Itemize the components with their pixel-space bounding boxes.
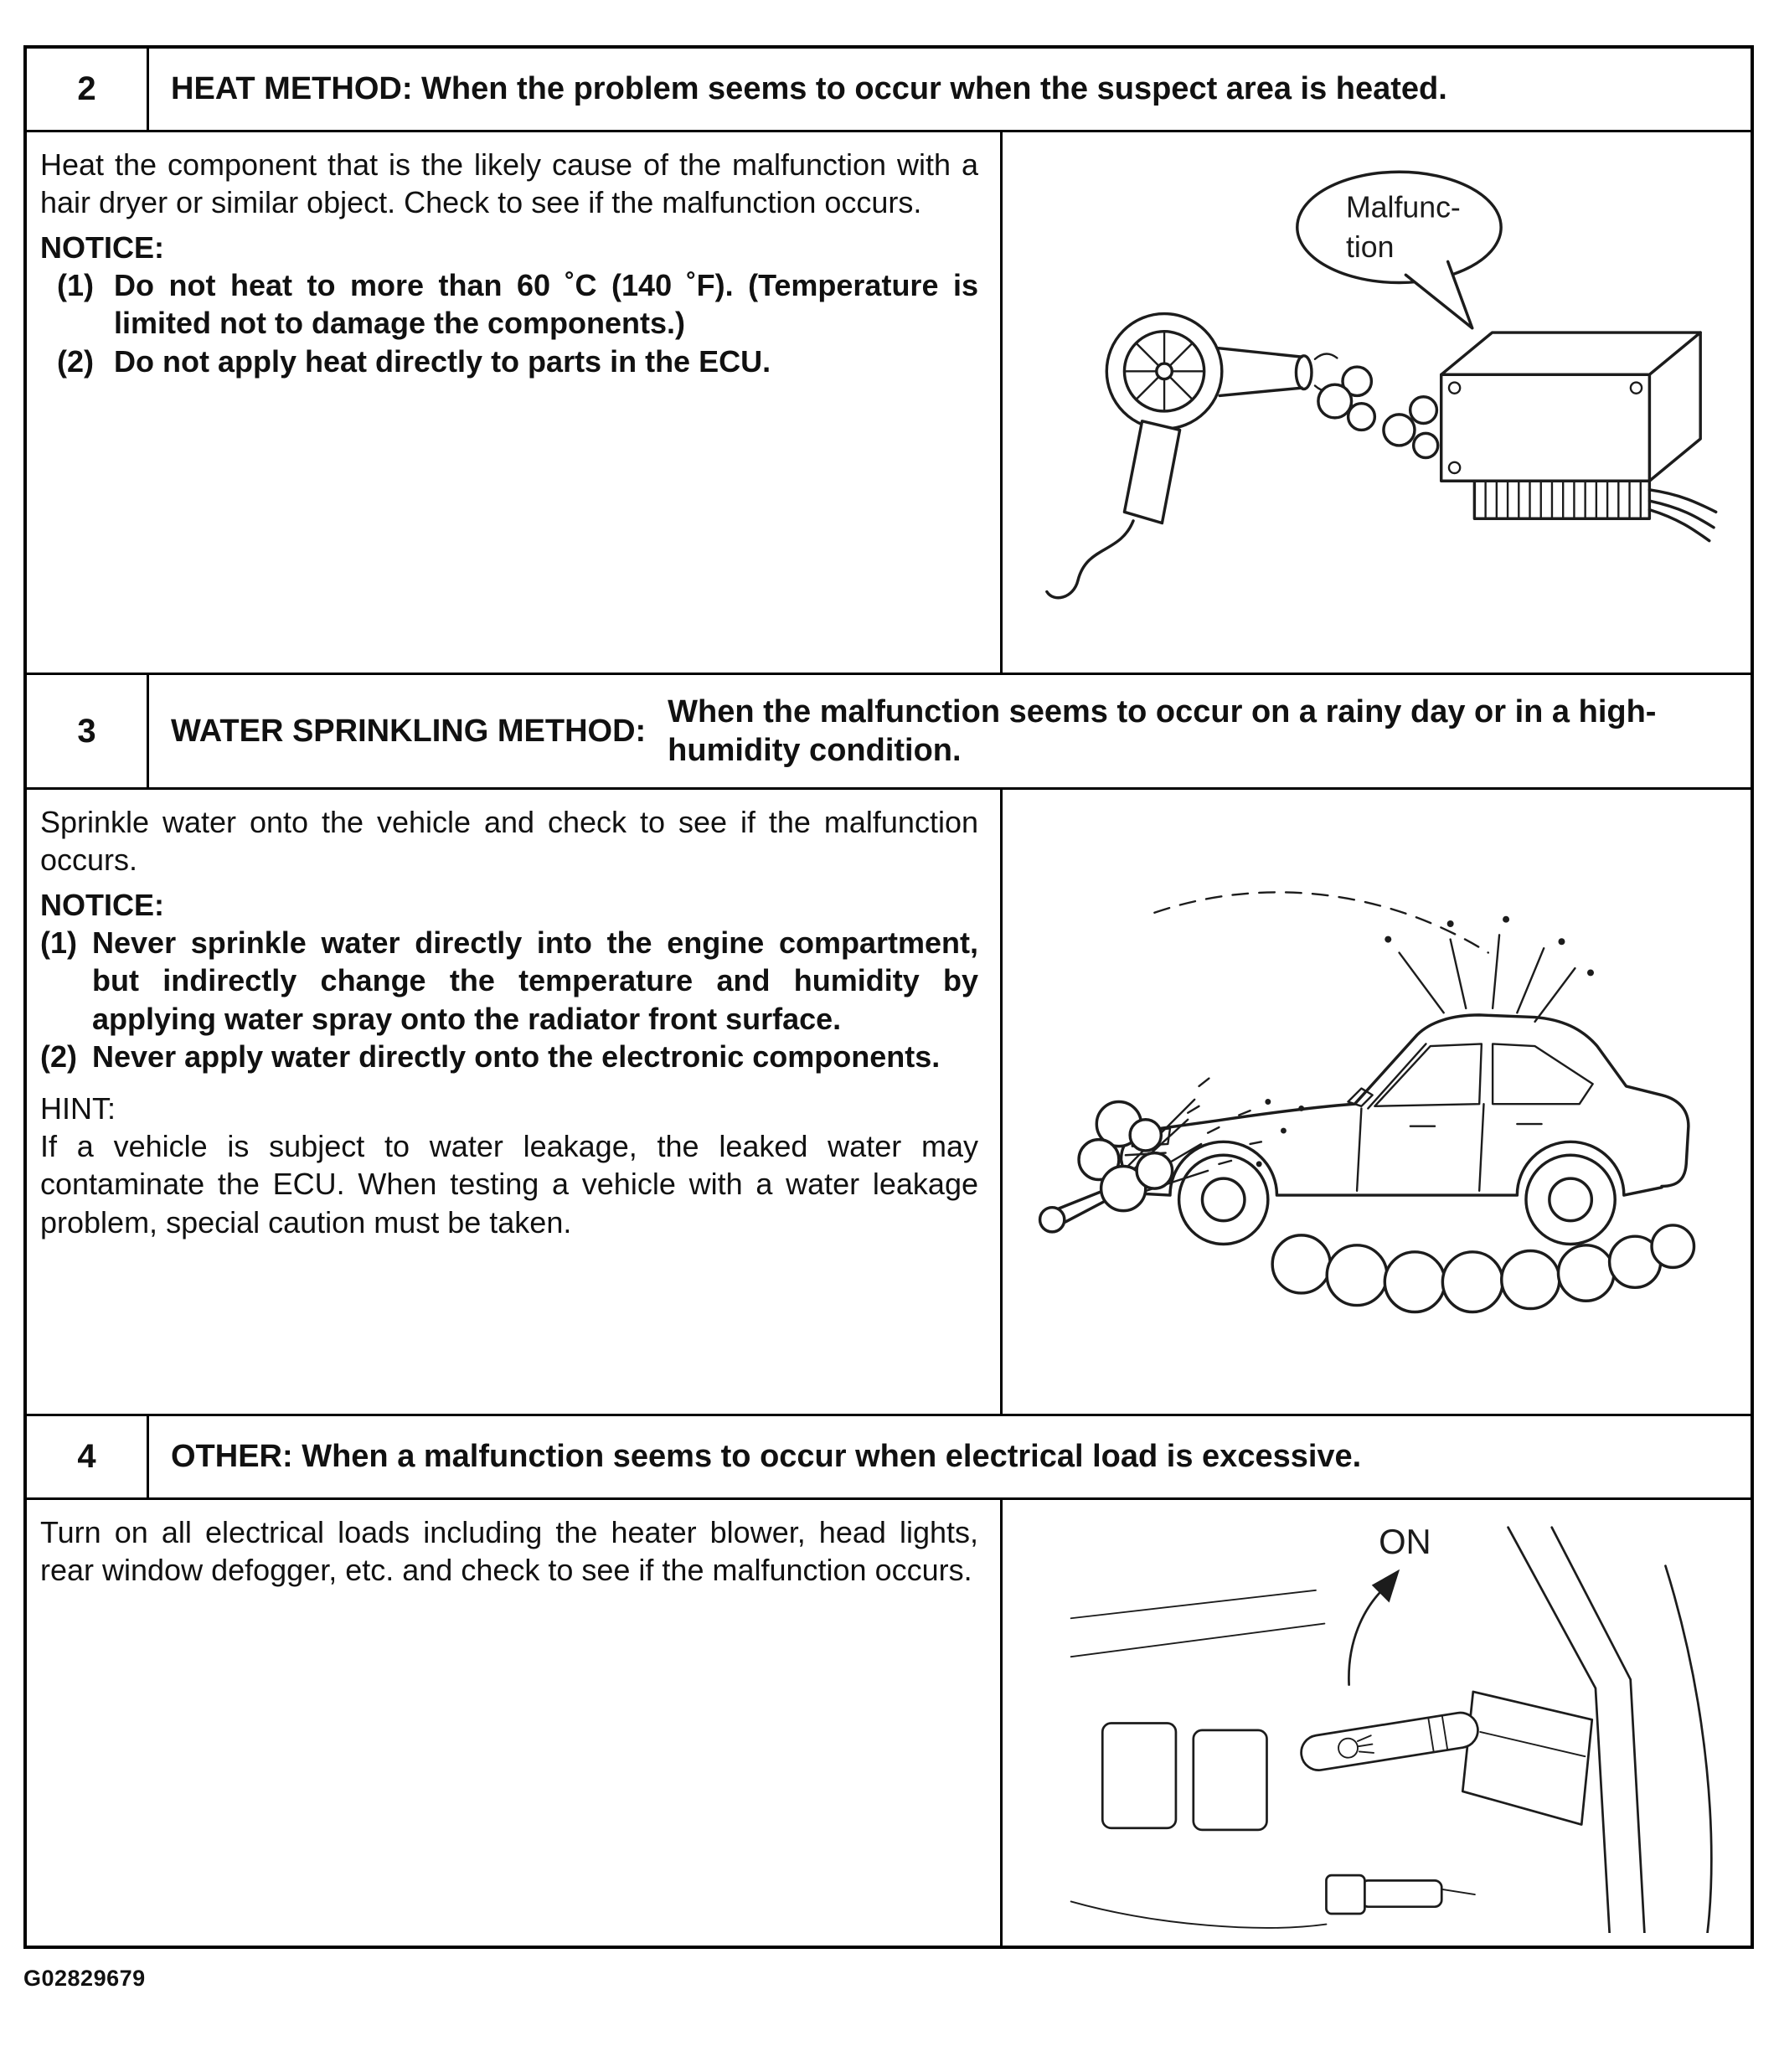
heat-notice-item-2 <box>40 343 978 380</box>
water-notice-label: NOTICE: <box>40 887 164 922</box>
ignition-lever <box>1326 1875 1474 1914</box>
figure-code: G02829679 <box>23 1966 146 1991</box>
notice-text: Do not apply heat directly to parts in the ECU. <box>114 343 771 379</box>
notice-number: (1) <box>57 268 94 303</box>
water-hint-paragraph: If a vehicle is subject to water leakage, the leaked water may contaminate the ECU. When testing a vehicle with a water leakage problem, special caution must be taken. <box>40 1128 978 1240</box>
balloon-text-line1: Malfunc- <box>1345 190 1461 224</box>
heat-notice-label: NOTICE: <box>40 229 164 265</box>
ground-cloud <box>1272 1225 1694 1312</box>
section-water-title <box>149 675 1751 787</box>
section-water-number: 3 <box>27 675 149 787</box>
section-heat-body <box>27 132 1751 675</box>
other-intro-paragraph: Turn on all electrical loads including the heater blower, head lights, rear window defogger, etc. and check to see if the malfunction occurs. <box>40 1515 978 1588</box>
section-other-body <box>27 1500 1751 1946</box>
water-notice-item-2 <box>40 1038 978 1075</box>
section-other-title: OTHER: When a malfunction seems to occur when electrical load is excessive. <box>171 1439 1362 1475</box>
malfunction-balloon <box>1297 172 1500 327</box>
water-illustration-cell <box>1003 790 1751 1414</box>
hair-dryer-icon <box>1046 314 1337 598</box>
heat-notice-item-1 <box>40 266 978 343</box>
notice-number: (2) <box>57 343 94 379</box>
notice-number: (1) <box>40 925 77 961</box>
troubleshooting-table <box>23 45 1754 1949</box>
section-water-body <box>27 790 1751 1416</box>
water-method-label: WATER SPRINKLING METHOD: <box>171 713 647 749</box>
section-other-header <box>27 1416 1751 1500</box>
heat-puffs <box>1317 367 1437 457</box>
heat-instructions <box>27 132 1003 673</box>
water-intro-paragraph: Sprinkle water onto the vehicle and check to see if the malfunction occurs. <box>40 805 978 878</box>
car-icon <box>1121 1015 1688 1245</box>
notice-text: Do not heat to more than 60 ˚C (140 ˚F). (Temperature is limited not to damage the components.) <box>114 268 978 341</box>
on-switch-indicator <box>1348 1522 1431 1685</box>
section-heat-number: 2 <box>27 49 149 130</box>
notice-number: (2) <box>40 1039 77 1075</box>
heat-illustration-cell <box>1003 132 1751 673</box>
other-instructions <box>27 1500 1003 1946</box>
car-water-spray-illustration <box>1021 846 1733 1358</box>
manual-page <box>23 45 1754 1992</box>
other-illustration-cell <box>1003 1500 1751 1946</box>
hair-dryer-ecu-illustration <box>1034 144 1720 665</box>
water-condition-label: When the malfunction seems to occur on a rainy day or in a high-humidity condition. <box>668 693 1657 768</box>
section-other-number: 4 <box>27 1416 149 1497</box>
steering-column <box>1462 1691 1591 1824</box>
on-label: ON <box>1378 1521 1431 1561</box>
section-water-header <box>27 675 1751 790</box>
water-hint-label: HINT: <box>40 1090 116 1126</box>
heat-intro-paragraph: Heat the component that is the likely cause of the malfunction with a hair dryer or similar object. Check to see if the malfunction occurs. <box>40 147 978 220</box>
headlight-stalk-illustration <box>1018 1513 1735 1933</box>
notice-text: Never apply water directly onto the electronic components. <box>92 1039 941 1075</box>
water-instructions <box>27 790 1003 1414</box>
headlight-stalk-icon <box>1298 1710 1480 1773</box>
section-heat-title: HEAT METHOD: When the problem seems to occur when the suspect area is heated. <box>171 71 1447 107</box>
notice-text: Never sprinkle water directly into the engine compartment, but indirectly change the temperature and humidity by applying water spray onto the radiator front surface. <box>92 925 978 1036</box>
section-heat-header <box>27 49 1751 132</box>
spray-arc <box>1154 892 1594 1022</box>
ecu-box <box>1441 332 1715 541</box>
balloon-text-line2: tion <box>1345 230 1395 265</box>
water-notice-item-1 <box>40 924 978 1038</box>
